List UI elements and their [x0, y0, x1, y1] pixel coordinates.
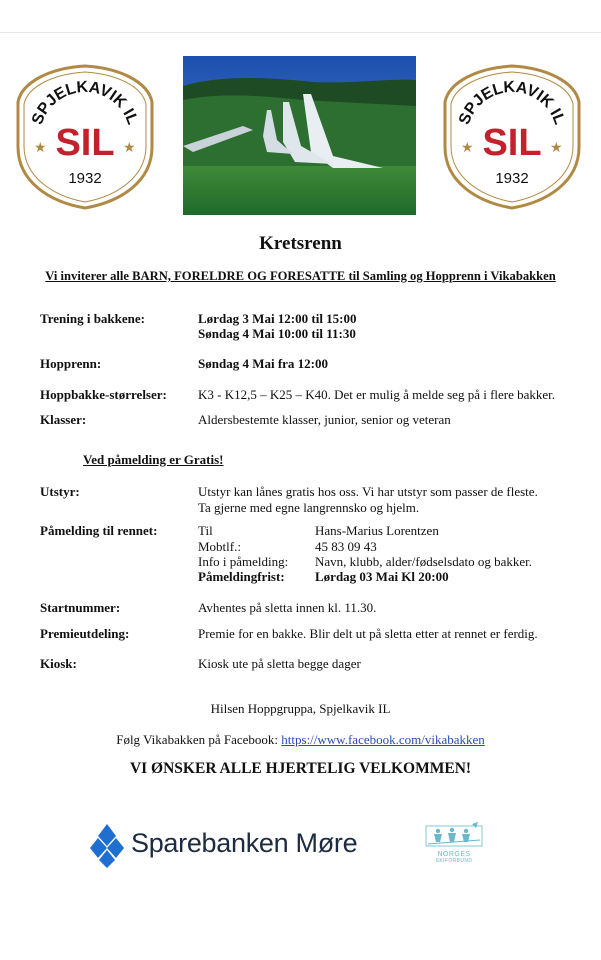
page-title: Kretsrenn — [259, 233, 342, 254]
klasser-value: Aldersbestemte klasser, junior, senior og veteran — [198, 412, 451, 427]
star-icon: ★ — [34, 141, 47, 156]
storrelser-value: K3 - K12,5 – K25 – K40. Det er mulig å melde seg på i flere bakker. — [198, 387, 556, 402]
club-year: 1932 — [495, 170, 529, 187]
startnummer-value: Avhentes på sletta innen kl. 11.30. — [198, 600, 377, 615]
trening-line-2: Søndag 4 Mai 10:00 til 11:30 — [198, 326, 356, 341]
pamelding-key-info: Info i påmelding: — [198, 554, 289, 569]
nsf-name-line-1: NORGES — [437, 851, 471, 858]
club-logo-left — [10, 62, 160, 212]
pamelding-deadline: Lørdag 03 Mai Kl 20:00 — [315, 569, 449, 584]
invitation-text: Vi inviterer alle BARN, FORELDRE OG FORESATTE til Samling og Hopprenn i Vikabakken — [45, 269, 556, 283]
facebook-link[interactable]: https://www.facebook.com/vikabakken — [281, 732, 485, 747]
premie-value: Premie for en bakke. Blir delt ut på sletta etter at rennet er ferdig. — [198, 626, 538, 641]
kiosk-value: Kiosk ute på sletta begge dager — [198, 656, 361, 671]
hopprenn-label: Hopprenn: — [40, 356, 102, 371]
pamelding-phone: 45 83 09 43 — [315, 539, 377, 554]
star-icon: ★ — [550, 141, 563, 156]
welcome-text: VI ØNSKER ALLE HJERTELIG VELKOMMEN! — [129, 760, 472, 777]
utstyr-line-2: Ta gjerne med egne langrennsko og hjelm. — [198, 500, 420, 515]
klasser-label: Klasser: — [40, 412, 87, 427]
utstyr-label: Utstyr: — [40, 484, 80, 499]
pamelding-contact-name: Hans-Marius Lorentzen — [315, 523, 439, 538]
kiosk-label: Kiosk: — [40, 656, 77, 671]
hopprenn-value: Søndag 4 Mai fra 12:00 — [198, 356, 328, 371]
star-icon: ★ — [461, 141, 474, 156]
norges-skiforbund-logo-icon — [424, 820, 484, 852]
utstyr-line-1: Utstyr kan lånes gratis hos oss. Vi har utstyr som passer de fleste. — [198, 484, 538, 499]
facebook-line — [0, 732, 601, 748]
pamelding-key-til: Til — [198, 523, 213, 538]
pamelding-key-frist: Påmeldingfrist: — [198, 569, 285, 584]
facebook-prefix: Følg Vikabakken på Facebook: — [116, 732, 282, 747]
club-name-text: SPJELKAVIK IL — [456, 78, 568, 127]
sparebanken-name: Sparebanken Møre — [131, 828, 358, 858]
club-abbr: SIL — [55, 122, 115, 164]
greeting: Hilsen Hoppgruppa, Spjelkavik IL — [210, 701, 391, 716]
top-divider — [0, 32, 601, 33]
storrelser-label: Hoppbakke-størrelser: — [40, 387, 167, 402]
pamelding-key-mobil: Mobtlf.: — [198, 539, 241, 554]
trening-label: Trening i bakkene: — [40, 311, 145, 326]
club-name-text: SPJELKAVIK IL — [29, 78, 141, 127]
nsf-name-line-2: SKIFORBUND — [435, 858, 473, 864]
gratis-note: Ved påmelding er Gratis! — [83, 452, 224, 467]
club-logo-right — [437, 62, 587, 212]
club-year: 1932 — [68, 170, 102, 187]
premie-label: Premieutdeling: — [40, 626, 130, 641]
ski-jump-hills-photo — [183, 56, 416, 215]
pamelding-label: Påmelding til rennet: — [40, 523, 158, 538]
sparebanken-logo-icon — [90, 824, 124, 868]
pamelding-info: Navn, klubb, alder/fødselsdato og bakker. — [315, 554, 532, 569]
star-icon: ★ — [123, 141, 136, 156]
trening-line-1: Lørdag 3 Mai 12:00 til 15:00 — [198, 311, 357, 326]
startnummer-label: Startnummer: — [40, 600, 121, 615]
club-abbr: SIL — [482, 122, 542, 164]
